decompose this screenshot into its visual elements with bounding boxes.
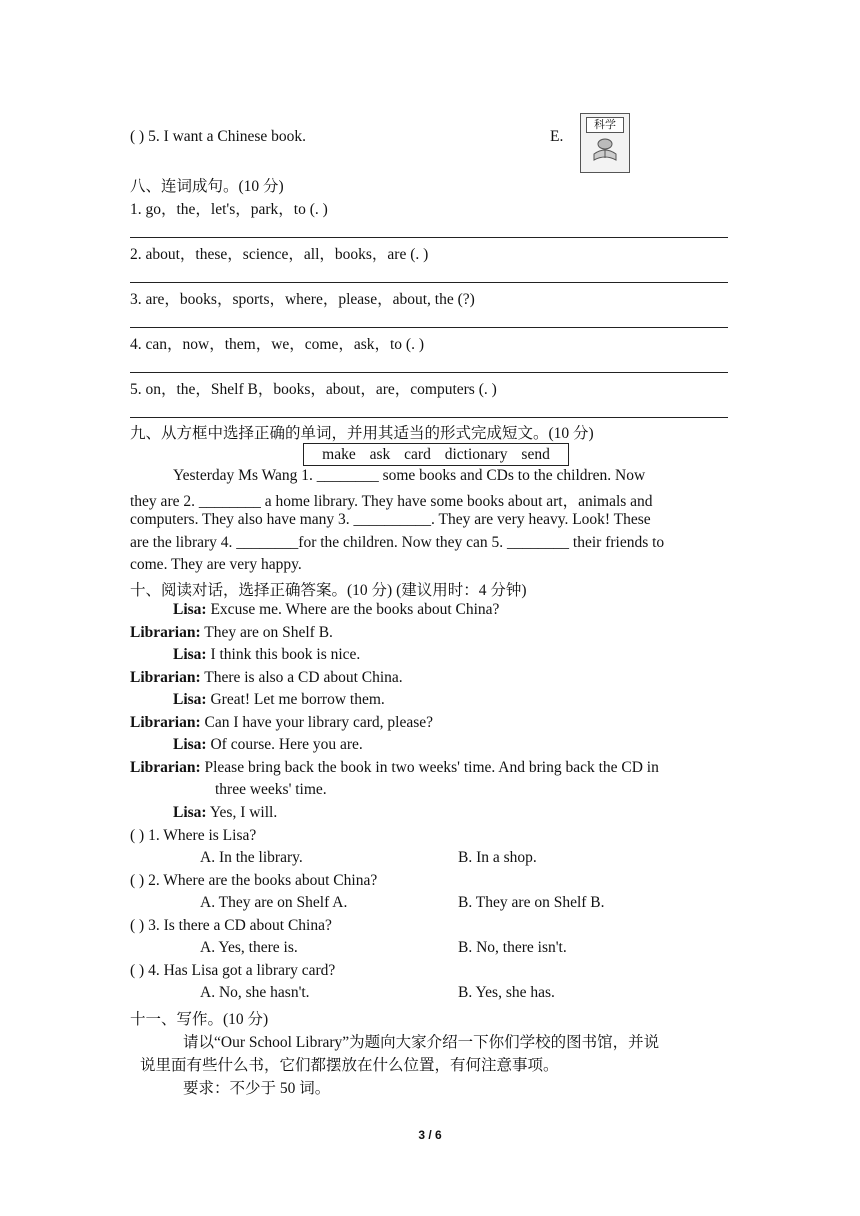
science-book-image [580, 113, 630, 173]
section-8-item-2: 2. about，these，science，all，books，are (. ) [130, 246, 429, 263]
speaker-lisa: Lisa: [173, 646, 207, 663]
dialog-line [173, 601, 499, 619]
section-10-title: 十、阅读对话，选择正确答案。(10 分) (建议用时：4 分钟) [130, 582, 527, 599]
passage-line-4: are the library 4. ________for the children. Now they can 5. ________ their friends to [130, 534, 665, 551]
question-10-2: ( ) 2. Where are the books about China? [130, 872, 378, 889]
dialog-line-continued [215, 781, 327, 799]
dialog-text: Yes, I will. [206, 804, 278, 821]
section-9-title: 九、从方框中选择正确的单词，并用其适当的形式完成短文。(10 分) [130, 425, 594, 442]
passage-line-5: come. They are very happy. [130, 556, 302, 573]
dialog-text: three weeks' time. [215, 781, 327, 798]
dialog-text: Great! Let me borrow them. [206, 691, 385, 708]
section-11-title: 十一、写作。(10 分) [130, 1011, 269, 1028]
page-number: 3 / 6 [418, 1128, 442, 1142]
speaker-librarian: Librarian: [130, 624, 201, 641]
dialog-text: They are on Shelf B. [200, 624, 333, 641]
dialog-line [173, 691, 385, 709]
answer-line [130, 417, 728, 418]
dialog-line [173, 736, 363, 754]
passage-line-3: computers. They also have many 3. __________. They are very heavy. Look! These [130, 511, 651, 528]
dialog-text: I think this book is nice. [206, 646, 361, 663]
question-10-3: ( ) 3. Is there a CD about China? [130, 917, 332, 934]
dialog-text: Can I have your library card, please? [200, 714, 434, 731]
question-10-1: ( ) 1. Where is Lisa? [130, 827, 257, 844]
book-title-text: 科学 [586, 117, 624, 133]
speaker-librarian: Librarian: [130, 714, 201, 731]
section-8-item-5: 5. on，the，Shelf B，books，about，are，computers (. ) [130, 381, 497, 398]
section-8-title: 八、连词成句。(10 分) [130, 178, 284, 195]
option-b: B. In a shop. [458, 849, 537, 866]
option-a: A. Yes, there is. [200, 939, 298, 956]
section-8-item-3: 3. are，books，sports，where，please，about, the (?) [130, 291, 475, 308]
option-a: A. In the library. [200, 849, 303, 866]
dialog-text: Please bring back the book in two weeks' time. And bring back the CD in [200, 759, 659, 776]
dialog-text: Of course. Here you are. [206, 736, 363, 753]
option-b: B. They are on Shelf B. [458, 894, 605, 911]
speaker-librarian: Librarian: [130, 759, 201, 776]
writing-requirement: 要求：不少于 50 词。 [183, 1080, 331, 1097]
writing-instruction-line-2: 说里面有些什么书，它们都摆放在什么位置，有何注意事项。 [140, 1057, 559, 1074]
answer-line [130, 372, 728, 373]
dialog-line [173, 646, 360, 664]
dialog-line [130, 624, 333, 642]
passage-line-1: Yesterday Ms Wang 1. ________ some books and CDs to the children. Now [173, 467, 646, 484]
option-a: A. They are on Shelf A. [200, 894, 348, 911]
section-8-item-1: 1. go，the，let's，park，to (. ) [130, 201, 328, 218]
answer-line [130, 237, 728, 238]
dialog-line [130, 759, 659, 777]
speaker-lisa: Lisa: [173, 691, 207, 708]
option-e-label: E. [550, 128, 564, 145]
book-cover-illustration [591, 136, 619, 162]
word-box: make ask card dictionary send [303, 443, 569, 466]
option-b: B. Yes, she has. [458, 984, 555, 1001]
question-7-5: ( ) 5. I want a Chinese book. [130, 128, 307, 145]
dialog-line [130, 669, 403, 687]
speaker-lisa: Lisa: [173, 601, 207, 618]
dialog-text: Excuse me. Where are the books about China? [206, 601, 500, 618]
section-8-item-4: 4. can，now，them，we，come，ask，to (. ) [130, 336, 425, 353]
speaker-lisa: Lisa: [173, 736, 207, 753]
answer-line [130, 327, 728, 328]
writing-instruction-line-1: 请以“Our School Library”为题向大家介绍一下你们学校的图书馆，并说 [183, 1034, 660, 1051]
option-b: B. No, there isn't. [458, 939, 567, 956]
answer-line [130, 282, 728, 283]
question-10-4: ( ) 4. Has Lisa got a library card? [130, 962, 336, 979]
passage-line-2: they are 2. ________ a home library. They have some books about art，animals and [130, 493, 653, 510]
dialog-line [130, 714, 433, 732]
option-a: A. No, she hasn't. [200, 984, 310, 1001]
dialog-text: There is also a CD about China. [200, 669, 403, 686]
speaker-librarian: Librarian: [130, 669, 201, 686]
speaker-lisa: Lisa: [173, 804, 207, 821]
dialog-line [173, 804, 277, 822]
